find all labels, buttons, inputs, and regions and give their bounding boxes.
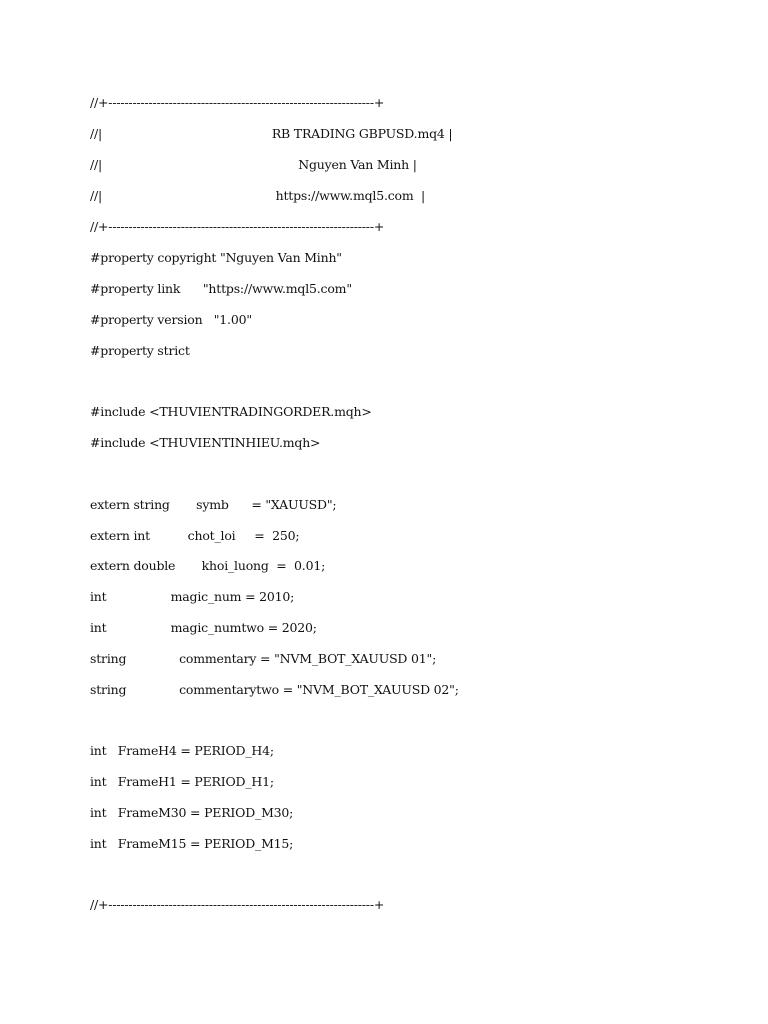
var-magic-numtwo: int magic_numtwo = 2020; [90, 620, 317, 635]
header-url: //| https://www.mql5.com | [90, 188, 426, 203]
property-link: #property link "https://www.mql5.com" [90, 281, 352, 296]
var-frame-m30: int FrameM30 = PERIOD_M30; [90, 805, 294, 820]
header-border-bottom: //+------------------------------------------------------------------+ [90, 219, 385, 234]
include-trading-order: #include <THUVIENTRADINGORDER.mqh> [90, 404, 372, 419]
property-strict: #property strict [90, 343, 190, 358]
var-symb: extern string symb = "XAUUSD"; [90, 497, 337, 512]
property-version: #property version "1.00" [90, 312, 252, 327]
property-copyright: #property copyright "Nguyen Van Minh" [90, 250, 342, 265]
header-filename: //| RB TRADING GBPUSD.mq4 | [90, 126, 453, 141]
header-border-top: //+------------------------------------------------------------------+ [90, 95, 385, 110]
include-tin-hieu: #include <THUVIENTINHIEU.mqh> [90, 435, 321, 450]
var-frame-h4: int FrameH4 = PERIOD_H4; [90, 743, 274, 758]
var-commentary: string commentary = "NVM_BOT_XAUUSD 01"; [90, 651, 437, 666]
header-author: //| Nguyen Van Minh | [90, 157, 417, 172]
var-chot-loi: extern int chot_loi = 250; [90, 528, 300, 543]
var-khoi-luong: extern double khoi_luong = 0.01; [90, 558, 326, 573]
var-commentarytwo: string commentarytwo = "NVM_BOT_XAUUSD 02"; [90, 682, 459, 697]
var-magic-num: int magic_num = 2010; [90, 589, 295, 604]
footer-border: //+------------------------------------------------------------------+ [90, 897, 385, 912]
var-frame-h1: int FrameH1 = PERIOD_H1; [90, 774, 274, 789]
var-frame-m15: int FrameM15 = PERIOD_M15; [90, 836, 294, 851]
